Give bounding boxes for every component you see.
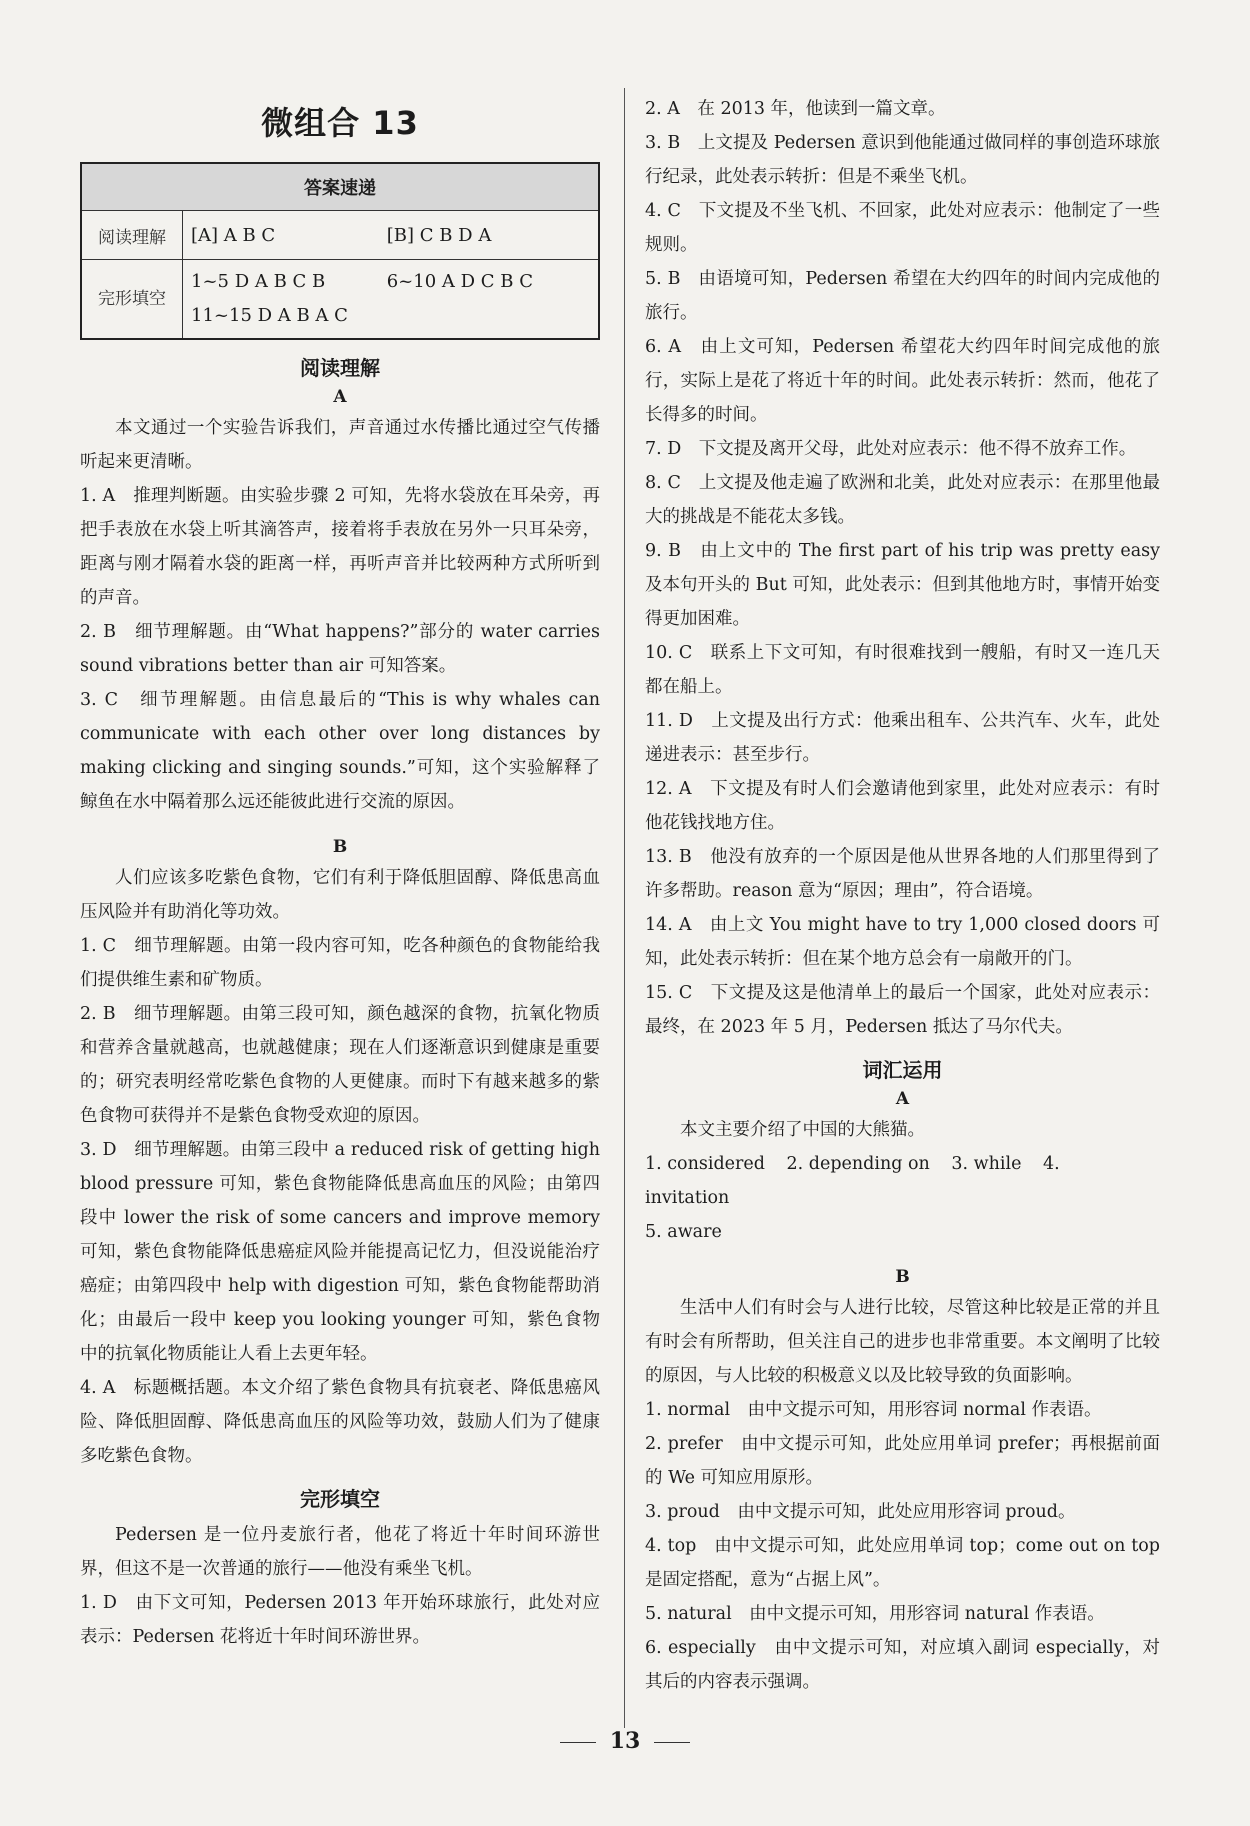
- answer-explanation: 12. A 下文提及有时人们会邀请他到家里，此处对应表示：有时他花钱找地方住。: [645, 779, 1160, 833]
- answer-explanation: 3. C 细节理解题。由信息最后的“This is why whales can communicate with each other over long distances by making clicking and singing sounds.”可知，这个实验解释了鲸鱼在水中隔着那么远还能彼此进行交流的原因。: [80, 690, 600, 812]
- answer-explanation: 1. A 推理判断题。由实验步骤 2 可知，先将水袋放在耳朵旁，再把手表放在水袋上听其滴答声，接着将手表放在另外一只耳朵旁，距离与刚才隔着水袋的距离一样，再听声音并比较两种方式所听到的声音。: [80, 486, 600, 608]
- answer-explanation: 11. D 上文提及出行方式：他乘出租车、公共汽车、火车，此处递进表示：甚至步行。: [645, 711, 1160, 765]
- section-heading-reading: 阅读理解: [300, 356, 380, 380]
- answer-explanation: 7. D 下文提及离开父母，此处对应表示：他不得不放弃工作。: [645, 439, 1137, 459]
- answer-row-cloze: [81, 260, 599, 340]
- answer-explanation: 1. normal 由中文提示可知，用形容词 normal 作表语。: [645, 1400, 1102, 1420]
- page-number-text: 13: [609, 1728, 641, 1754]
- answer-explanation: 2. A 在 2013 年，他读到一篇文章。: [645, 99, 946, 119]
- vocab-answer: 1. considered: [645, 1154, 765, 1174]
- answer-explanation: 9. B 由上文中的 The first part of his trip was pretty easy 及本句开头的 But 可知，此处表示：但到其他地方时，事情开始变得更加困难。: [645, 541, 1160, 629]
- answer-row-label: 阅读理解: [81, 211, 183, 260]
- passage-summary: 本文主要介绍了中国的大熊猫。: [680, 1120, 925, 1140]
- answer-explanation: 3. proud 由中文提示可知，此处应用形容词 proud。: [645, 1502, 1076, 1522]
- page-title: 微组合 13: [261, 104, 419, 142]
- page-number: [0, 1728, 1250, 1754]
- answer-table: [80, 162, 600, 340]
- answer-explanation: 3. B 上文提及 Pedersen 意识到他能通过做同样的事创造环球旅行纪录，此处表示转折：但是不乘坐飞机。: [645, 133, 1160, 187]
- answer-item: [B] C B D A: [386, 224, 492, 246]
- answer-explanation: 4. A 标题概括题。本文介绍了紫色食物具有抗衰老、降低患癌风险、降低胆固醇、降低患高血压的风险等功效，鼓励人们为了健康多吃紫色食物。: [80, 1378, 600, 1466]
- answer-explanation: 5. natural 由中文提示可知，用形容词 natural 作表语。: [645, 1604, 1105, 1624]
- vocab-answers: [645, 1147, 1160, 1249]
- passage-summary: 人们应该多吃紫色食物，它们有利于降低胆固醇、降低患高血压风险并有助消化等功效。: [80, 868, 600, 922]
- subsection-label: A: [895, 1089, 910, 1109]
- answer-explanation: 2. prefer 由中文提示可知，此处应用单词 prefer；再根据前面的 We 可知应用原形。: [645, 1434, 1160, 1488]
- answer-explanation: 4. C 下文提及不坐飞机、不回家，此处对应表示：他制定了一些规则。: [645, 201, 1160, 255]
- section-heading-cloze: 完形填空: [300, 1487, 380, 1511]
- answer-item: 1~5 D A B C B: [191, 271, 326, 292]
- answer-explanation: 5. B 由语境可知，Pedersen 希望在大约四年的时间内完成他的旅行。: [645, 269, 1160, 323]
- dash-right: [654, 1742, 690, 1743]
- vocab-answer: 4. invitation: [645, 1154, 1060, 1208]
- answer-table-header: 答案速递: [81, 163, 599, 211]
- vocab-answer: 5. aware: [645, 1222, 722, 1242]
- passage-summary: 生活中人们有时会与人进行比较，尽管这种比较是正常的并且有时会有所帮助，但关注自己的进步也非常重要。本文阐明了比较的原因，与人比较的积极意义以及比较导致的负面影响。: [645, 1298, 1160, 1386]
- vocab-answer: 3. while: [951, 1154, 1022, 1174]
- answer-explanation: 1. C 细节理解题。由第一段内容可知，吃各种颜色的食物能给我们提供维生素和矿物质。: [80, 936, 600, 990]
- subsection-label: B: [895, 1267, 910, 1287]
- answer-item: 6~10 A D C B C: [386, 271, 533, 292]
- section-heading-vocab: 词汇运用: [862, 1058, 943, 1082]
- answer-explanation: 13. B 他没有放弃的一个原因是他从世界各地的人们那里得到了许多帮助。reason 意为“原因；理由”，符合语境。: [645, 847, 1160, 901]
- right-column: [645, 92, 1160, 1699]
- answer-explanation: 10. C 联系上下文可知，有时很难找到一艘船，有时又一连几天都在船上。: [645, 643, 1160, 697]
- subsection-label: A: [333, 387, 347, 407]
- passage-summary: 本文通过一个实验告诉我们，声音通过水传播比通过空气传播听起来更清晰。: [80, 418, 600, 472]
- answer-explanation: 2. B 细节理解题。由“What happens?”部分的 water carries sound vibrations better than air 可知答案。: [80, 622, 600, 676]
- answer-row-label: 完形填空: [81, 260, 183, 340]
- vocab-answer: 2. depending on: [786, 1154, 930, 1174]
- answer-explanation: 3. D 细节理解题。由第三段中 a reduced risk of getting high blood pressure 可知，紫色食物能降低患高血压的风险；由第四段中 lower the risk of some cancers and improve memory 可知，紫色食物能降低患癌症风险并能提高记忆力，但没说能治疗癌症；由第四段中 help with digestion 可知，紫色食物能帮助消化；由最后一段中 keep you looking younger 可知，紫色食物中的抗氧化物质能让人看上去更年轻。: [80, 1140, 600, 1364]
- subsection-label: B: [332, 837, 348, 857]
- answer-explanation: 2. B 细节理解题。由第三段可知，颜色越深的食物，抗氧化物质和营养含量就越高，也就越健康；现在人们逐渐意识到健康是重要的；研究表明经常吃紫色食物的人更健康。而时下有越来越多的紫色食物可获得并不是紫色食物受欢迎的原因。: [80, 1004, 600, 1126]
- column-divider: [624, 88, 625, 1728]
- passage-summary: Pedersen 是一位丹麦旅行者，他花了将近十年时间环游世界，但这不是一次普通的旅行——他没有乘坐飞机。: [80, 1525, 600, 1579]
- answer-item: [A] A B C: [191, 224, 276, 246]
- answer-row-reading: [81, 211, 599, 260]
- answer-item: 11~15 D A B A C: [191, 305, 348, 326]
- answer-explanation: 14. A 由上文 You might have to try 1,000 closed doors 可知，此处表示转折：但在某个地方总会有一扇敞开的门。: [645, 915, 1160, 969]
- answer-explanation: 15. C 下文提及这是他清单上的最后一个国家，此处对应表示：最终，在 2023 年 5 月，Pedersen 抵达了马尔代夫。: [645, 983, 1160, 1037]
- answer-explanation: 1. D 由下文可知，Pedersen 2013 年开始环球旅行，此处对应表示：Pedersen 花将近十年时间环游世界。: [80, 1593, 600, 1647]
- answer-explanation: 8. C 上文提及他走遍了欧洲和北美，此处对应表示：在那里他最大的挑战是不能花太多钱。: [645, 473, 1160, 527]
- dash-left: [560, 1742, 596, 1743]
- answer-explanation: 6. especially 由中文提示可知，对应填入副词 especially，对其后的内容表示强调。: [645, 1638, 1160, 1692]
- answer-explanation: 6. A 由上文可知，Pedersen 希望花大约四年时间完成他的旅行，实际上是花了将近十年的时间。此处表示转折：然而，他花了长得多的时间。: [645, 337, 1160, 425]
- answer-explanation: 4. top 由中文提示可知，此处应用单词 top；come out on top 是固定搭配，意为“占据上风”。: [645, 1536, 1160, 1590]
- left-column: [80, 92, 600, 1654]
